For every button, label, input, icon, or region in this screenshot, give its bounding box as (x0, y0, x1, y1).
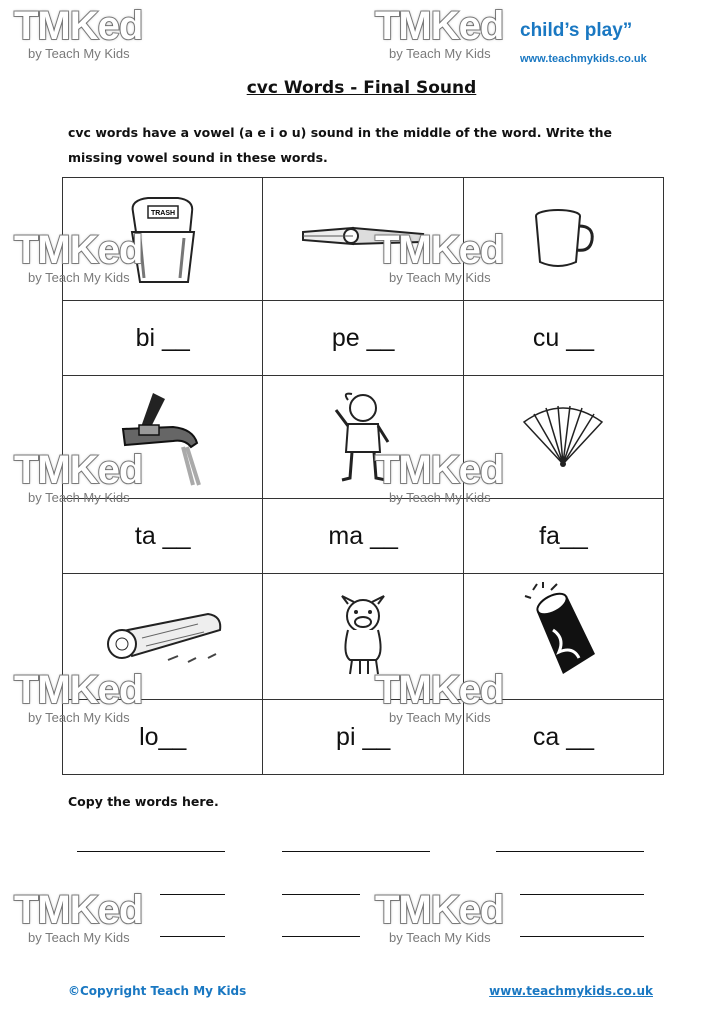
word-blank[interactable]: ma __ (263, 499, 464, 574)
instructions: cvc words have a vowel (a e i o u) sound in the middle of the word. Write the missing vowel sound in these words. (68, 125, 613, 165)
watermark-logo: TMKed by Teach My Kids (375, 668, 504, 725)
copyright-notice: ©Copyright Teach My Kids (68, 984, 247, 998)
cup-icon (528, 204, 598, 274)
writing-line[interactable] (520, 894, 644, 895)
copy-label: Copy the words here. (68, 794, 219, 809)
writing-line[interactable] (496, 851, 644, 852)
watermark-logo: TMKed by Teach My Kids (14, 4, 143, 61)
writing-line[interactable] (77, 851, 225, 852)
word-blank[interactable]: pi __ (263, 700, 464, 775)
watermark-logo: TMKed by Teach My Kids (375, 448, 504, 505)
watermark-logo: TMKed by Teach My Kids (14, 448, 143, 505)
writing-line[interactable] (282, 894, 360, 895)
watermark-logo: TMKed by Teach My Kids (375, 888, 504, 945)
writing-line[interactable] (160, 894, 225, 895)
fan-icon (518, 402, 608, 472)
footer-link[interactable]: www.teachmykids.co.uk (489, 984, 653, 998)
pig-icon (328, 594, 398, 679)
svg-text:TRASH: TRASH (150, 209, 175, 217)
page-title: cvc Words - Final Sound (246, 78, 477, 98)
watermark-logo: TMKed by Teach My Kids (375, 228, 504, 285)
log-icon (98, 602, 228, 672)
word-blank[interactable]: bi __ (63, 301, 263, 376)
writing-line[interactable] (520, 936, 644, 937)
header-url: www.teachmykids.co.uk (520, 53, 647, 65)
watermark-logo: TMKed by Teach My Kids (14, 668, 143, 725)
writing-line[interactable] (282, 851, 430, 852)
watermark-logo: TMKed by Teach My Kids (14, 888, 143, 945)
writing-line[interactable] (160, 936, 225, 937)
word-blank[interactable]: pe __ (263, 301, 464, 376)
word-blank[interactable]: ta __ (63, 499, 263, 574)
tagline: child’s play” (520, 20, 633, 41)
word-blank[interactable]: fa__ (463, 499, 663, 574)
can-icon (523, 582, 603, 692)
writing-line[interactable] (282, 936, 360, 937)
word-blank[interactable]: lo__ (63, 700, 263, 775)
watermark-logo: TMKed by Teach My Kids (14, 228, 143, 285)
word-blank[interactable]: ca __ (463, 700, 663, 775)
word-blank[interactable]: cu __ (463, 301, 663, 376)
watermark-logo: TMKed by Teach My Kids (375, 4, 504, 61)
